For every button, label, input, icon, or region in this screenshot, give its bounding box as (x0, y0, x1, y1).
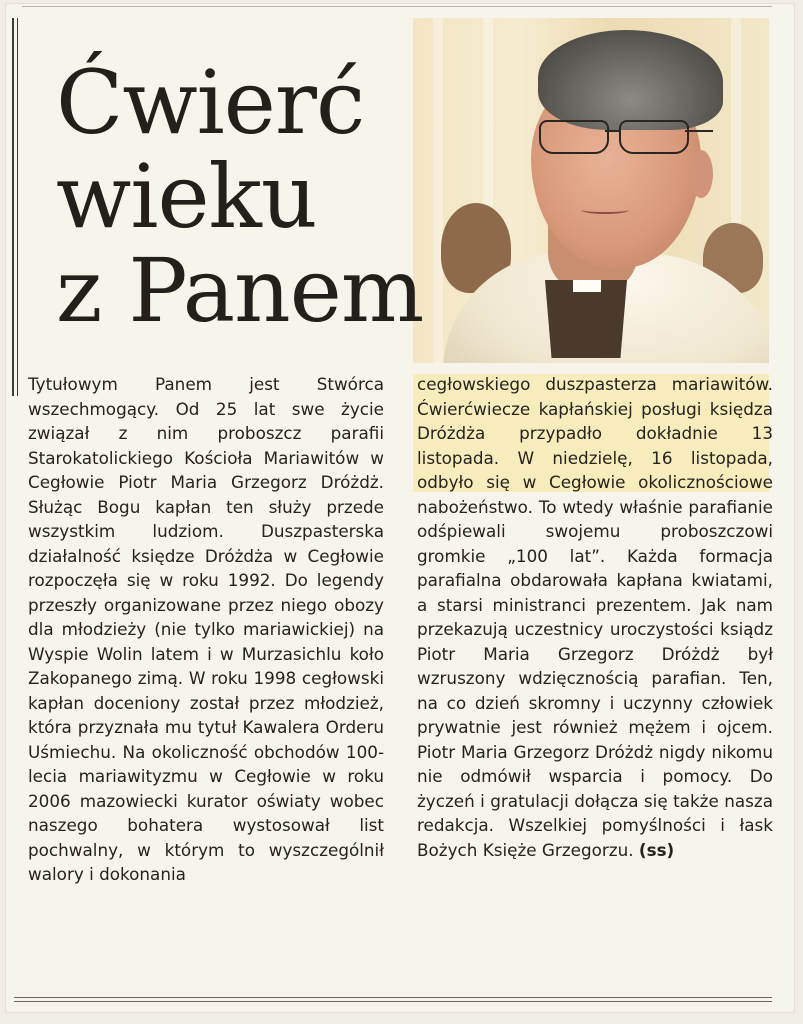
bottom-rule (14, 997, 772, 1002)
article-text-right (417, 372, 773, 862)
glasses-lens (619, 120, 689, 154)
glasses-arm (685, 130, 713, 132)
priest-ear (689, 150, 713, 198)
clerical-collar (573, 280, 601, 292)
left-vertical-rule-thin (17, 18, 18, 396)
headline-line-1: Ćwierć (56, 51, 365, 154)
top-rule (22, 6, 772, 7)
priest-hair (538, 30, 723, 130)
headline-line-3: z Panem (56, 239, 424, 342)
glasses-icon (539, 120, 709, 156)
headline (56, 51, 424, 342)
article-column-right (417, 372, 773, 862)
article-text-right-body: cegłowskiego duszpasterza mariawitów. Ćwierćwiecze kapłańskiej posługi księdza Dróżdża przypadło dokładnie 13 listopada. W niedzielę, 16 listopada, odbyło się w Cegłowie okolicznościowe nabożeństwo. To wtedy właśnie parafianie odśpiewali swojemu proboszczowi gromkie „100 lat”. Każda formacja parafialna obdarowała kapłana kwiatami, a starsi ministranci prezentem. Jak nam przekazują uczestnicy uroczystości ksiądz Piotr Maria Grzegorz Dróżdż był wzruszony wdzięcznością parafian. Ten, na co dzień skromny i uczynny człowiek prywatnie jest również mężem i ojcem. Piotr Maria Grzegorz Dróżdż nigdy nikomu nie odmówił wsparcia i pomocy. Do życzeń i gratulacji dołącza się także nasza redakcja. Wszelkiej pomyślności i łask Bożych Księże Grzegorzu. (417, 374, 773, 860)
glasses-lens (539, 120, 609, 154)
curtain-stripe (433, 18, 443, 363)
headline-line-2: wieku (56, 145, 317, 248)
priest-mouth (581, 206, 629, 214)
left-vertical-rule (12, 18, 14, 396)
byline: (ss) (638, 839, 675, 860)
article-column-left (28, 372, 384, 887)
article-text-left: Tytułowym Panem jest Stwórca wszechmogący. Od 25 lat swe życie związał z nim proboszcz parafii Starokatolickiego Kościoła Mariawitów w Cegłowie Piotr Maria Grzegorz Dróżdż. Służąc Bogu kapłan ten służy przede wszystkim ludziom. Duszpasterska działalność księdze Dróżdża w Cegłowie rozpoczęła się w roku 1992. Do legendy przeszły organizowane przez niego obozy dla młodzieży (nie tylko mariawickiej) na Wyspie Wolin latem i w Murzasichlu koło Zakopanego zimą. W roku 1998 cegłowski kapłan doceniony został przez młodzież, która przyznała mu tytuł Kawalera Orderu Uśmiechu. Na okoliczność obchodów 100-lecia mariawityzmu w Cegłowie w roku 2006 mazowiecki kurator oświaty wobec naszego bohatera wystosował list pochwalny, w którym to wyszczególnił walory i dokonania (28, 374, 384, 884)
priest-photo (413, 18, 769, 363)
